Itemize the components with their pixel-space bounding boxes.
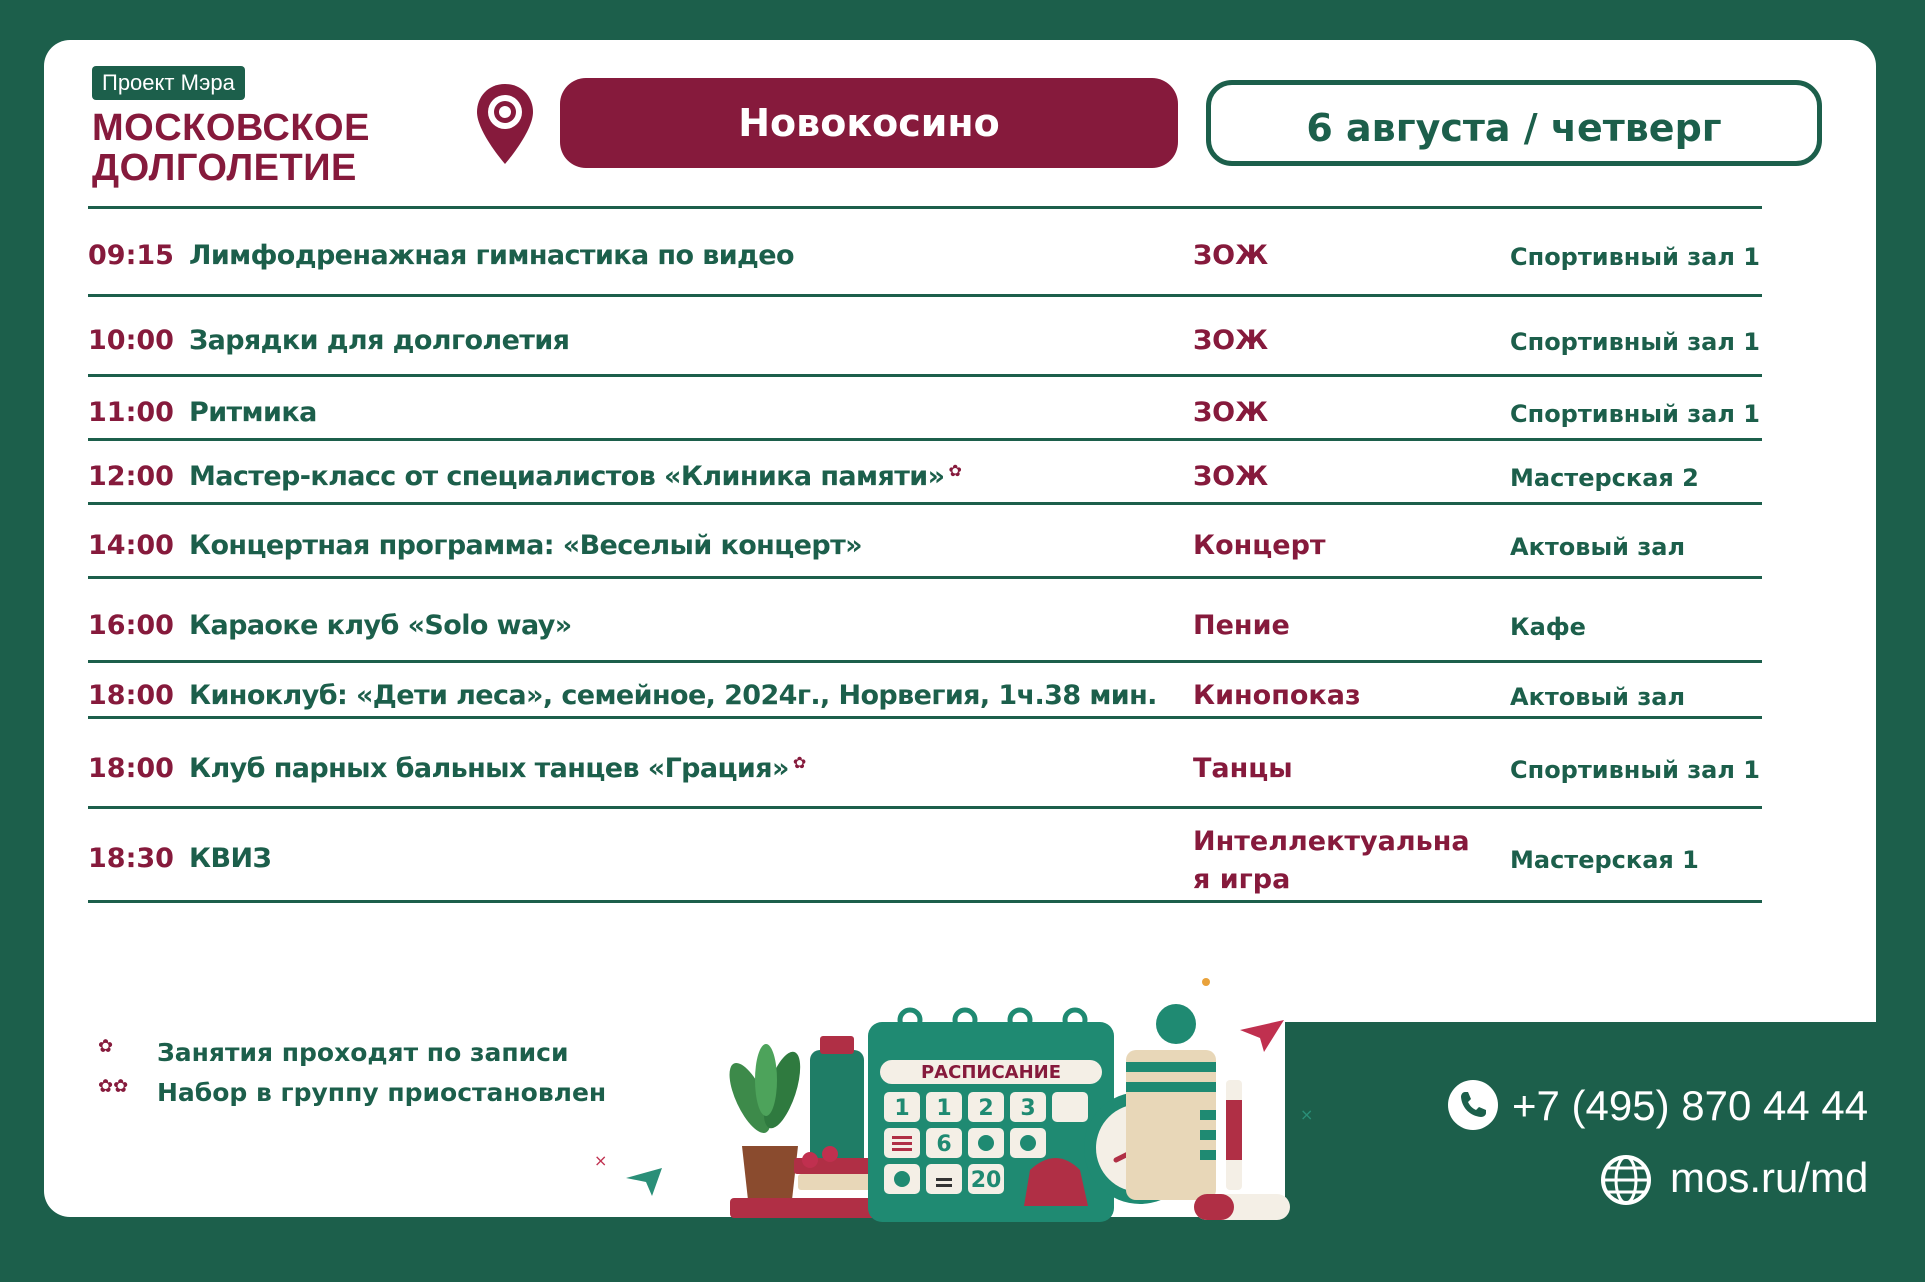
event-title: Мастер-класс от специалистов «Клиника памяти» [189,461,945,492]
event-room: Спортивный зал 1 [1510,756,1761,784]
logo-line-2: ДОЛГОЛЕТИЕ [92,147,357,189]
event-title: Ритмика [189,397,317,428]
svg-text:2: 2 [978,1096,994,1121]
event-title: Зарядки для долголетия [189,325,570,356]
svg-text:6: 6 [936,1132,952,1157]
event-title-wrap [189,753,806,784]
svg-text:1: 1 [894,1096,910,1121]
event-time: 18:30 [88,843,174,874]
date-pill: 6 августа / четверг [1206,80,1822,166]
event-time: 09:15 [88,240,174,271]
location-pin-icon [474,82,536,166]
svg-text:×: × [594,1151,608,1170]
registration-flower-icon: ✿ [948,461,962,480]
event-time: 12:00 [88,461,174,492]
event-room: Актовый зал [1510,533,1686,561]
event-room: Мастерская 2 [1510,464,1699,492]
event-room: Спортивный зал 1 [1510,400,1761,428]
legend-registration: Занятия проходят по записи [157,1038,569,1067]
divider [88,900,1762,903]
event-category: ЗОЖ [1193,397,1269,428]
divider [88,576,1762,579]
event-room: Актовый зал [1510,683,1686,711]
divider [88,502,1762,505]
event-category: ЗОЖ [1193,325,1269,356]
event-category: Кинопоказ [1193,680,1361,711]
event-time: 18:00 [88,680,174,711]
location-pill: Новокосино [560,78,1178,168]
svg-text:3: 3 [1020,1096,1036,1121]
event-title: Концертная программа: «Веселый концерт» [189,530,862,561]
phone-number[interactable]: +7 (495) 870 44 44 [1512,1082,1869,1129]
event-category: Танцы [1193,753,1293,784]
event-room: Спортивный зал 1 [1510,243,1761,271]
event-title: Лимфодренажная гимнастика по видео [189,240,794,271]
event-category-line1: Интеллектуальна [1193,826,1470,857]
divider [88,374,1762,377]
event-title: Караоке клуб «Solo way» [189,610,572,641]
registration-flower-icon: ✿ [792,753,806,772]
event-title-wrap [189,461,961,492]
event-time: 14:00 [88,530,174,561]
single-flower-icon: ✿ [98,1036,114,1057]
double-flower-icon: ✿✿ [98,1076,129,1097]
svg-text:×: × [1300,1105,1314,1124]
project-badge: Проект Мэра [92,66,245,100]
divider [88,660,1762,663]
event-time: 16:00 [88,610,174,641]
logo-line-1: МОСКОВСКОЕ [92,107,370,149]
divider [88,438,1762,441]
event-category: ЗОЖ [1193,461,1269,492]
event-room: Спортивный зал 1 [1510,328,1761,356]
event-category-line2: я игра [1193,864,1291,895]
event-title: Клуб парных бальных танцев «Грация» [189,753,789,784]
calendar-illustration [594,970,1314,1230]
event-category: ЗОЖ [1193,240,1269,271]
divider [88,806,1762,809]
event-title: КВИЗ [189,843,272,874]
globe-icon [1600,1154,1652,1206]
website-link[interactable]: mos.ru/md [1670,1154,1869,1201]
svg-text:1: 1 [936,1096,952,1121]
event-time: 18:00 [88,753,174,784]
divider [88,716,1762,719]
event-room: Кафе [1510,613,1586,641]
divider [88,206,1762,209]
event-category: Концерт [1193,530,1326,561]
event-time: 10:00 [88,325,174,356]
svg-text:РАСПИСАНИЕ: РАСПИСАНИЕ [920,1062,1062,1083]
legend-closed: Набор в группу приостановлен [157,1078,607,1107]
event-time: 11:00 [88,397,174,428]
divider [88,294,1762,297]
svg-text:20: 20 [970,1168,1002,1193]
contact-panel [1285,1022,1925,1282]
event-title: Киноклуб: «Дети леса», семейное, 2024г., Норвегия, 1ч.38 мин. [189,680,1157,711]
event-category: Пение [1193,610,1290,641]
event-room: Мастерская 1 [1510,846,1699,874]
phone-icon [1448,1080,1498,1130]
